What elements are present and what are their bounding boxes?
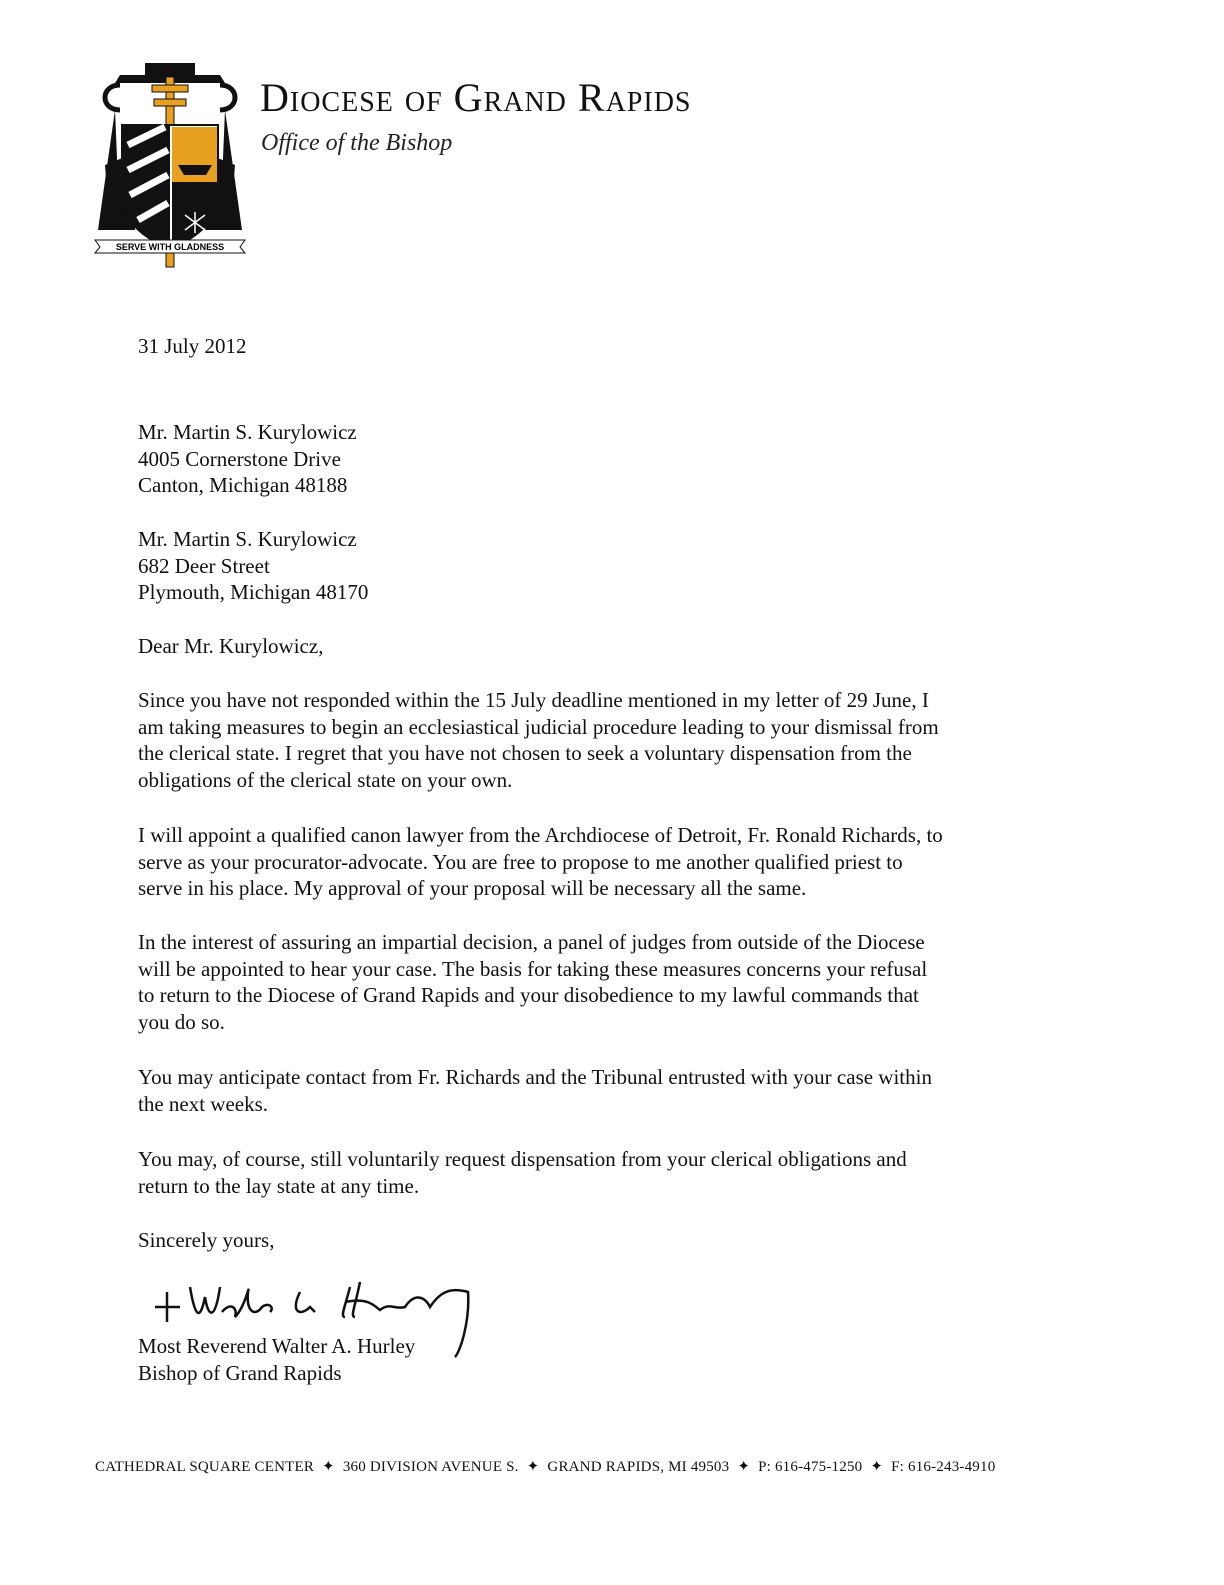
text-line: You may, of course, still voluntarily request dispensation from your clerical obligations and [138, 1147, 907, 1171]
footer-item: P: 616-475-1250 [758, 1459, 863, 1475]
coat-of-arms-logo [90, 55, 250, 270]
text-line: return to the lay state at any time. [138, 1173, 420, 1198]
diamond-icon: ✦ [322, 1459, 335, 1475]
text-line: obligations of the clerical state on your own. [138, 768, 513, 793]
text-line: serve as your procurator-advocate. You are free to propose to me another qualified priest to [138, 849, 903, 874]
diamond-icon: ✦ [737, 1459, 751, 1475]
text-line: am taking measures to begin an ecclesiastical judicial procedure leading to your dismissal from [138, 714, 939, 739]
signer-block [138, 1333, 415, 1386]
address-line: Plymouth, Michigan 48170 [138, 580, 369, 605]
signer-title: Bishop of Grand Rapids [138, 1360, 342, 1385]
text-line: In the interest of assuring an impartial decision, a panel of judges from outside of the Diocese [138, 930, 925, 954]
paragraph-3 [138, 929, 927, 1036]
paragraph-5 [138, 1146, 907, 1199]
text-line: Since you have not responded within the 15 July deadline mentioned in my letter of 29 June, I [138, 688, 929, 712]
paragraph-4 [138, 1064, 932, 1117]
text-line: I will appoint a qualified canon lawyer from the Archdiocese of Detroit, Fr. Ronald Richards, to [138, 823, 943, 847]
motto: SERVE WITH GLADNESS [115, 242, 225, 252]
footer-address [95, 1457, 995, 1476]
text-line: the clerical state. I regret that you have not chosen to seek a voluntary dispensation from the [138, 741, 912, 766]
footer-item: F: 616-243-4910 [891, 1459, 996, 1475]
diamond-icon: ✦ [526, 1459, 540, 1475]
text-line: the next weeks. [138, 1091, 269, 1116]
text-line: serve in his place. My approval of your proposal will be necessary all the same. [138, 876, 807, 901]
signer-name: Most Reverend Walter A. Hurley [138, 1334, 416, 1358]
text-line: to return to the Diocese of Grand Rapids and your disobedience to my lawful commands that [138, 983, 919, 1008]
address-block-1 [138, 419, 357, 499]
footer-item: CATHEDRAL SQUARE CENTER [95, 1459, 315, 1475]
paragraph-1 [138, 687, 939, 794]
diamond-icon: ✦ [870, 1459, 884, 1475]
address-line: 4005 Cornerstone Drive [138, 446, 341, 471]
footer-item: GRAND RAPIDS, MI 49503 [547, 1459, 730, 1475]
address-line: Canton, Michigan 48188 [138, 473, 348, 498]
office-subtitle: Office of the Bishop [261, 130, 453, 156]
closing: Sincerely yours, [138, 1228, 275, 1252]
paragraph-2 [138, 822, 943, 902]
text-line: You may anticipate contact from Fr. Richards and the Tribunal entrusted with your case within [138, 1065, 932, 1089]
address-line: 682 Deer Street [138, 553, 270, 578]
salutation: Dear Mr. Kurylowicz, [138, 634, 324, 658]
letter-date: 31 July 2012 [138, 334, 247, 358]
text-line: will be appointed to hear your case. The basis for taking these measures concerns your refusal [138, 956, 928, 981]
address-block-2 [138, 526, 368, 606]
text-line: you do so. [138, 1010, 225, 1035]
diocese-title: Diocese of Grand Rapids [260, 75, 692, 120]
address-line: Mr. Martin S. Kurylowicz [138, 420, 357, 444]
footer-item: 360 DIVISION AVENUE S. [342, 1459, 519, 1475]
address-line: Mr. Martin S. Kurylowicz [138, 527, 357, 551]
